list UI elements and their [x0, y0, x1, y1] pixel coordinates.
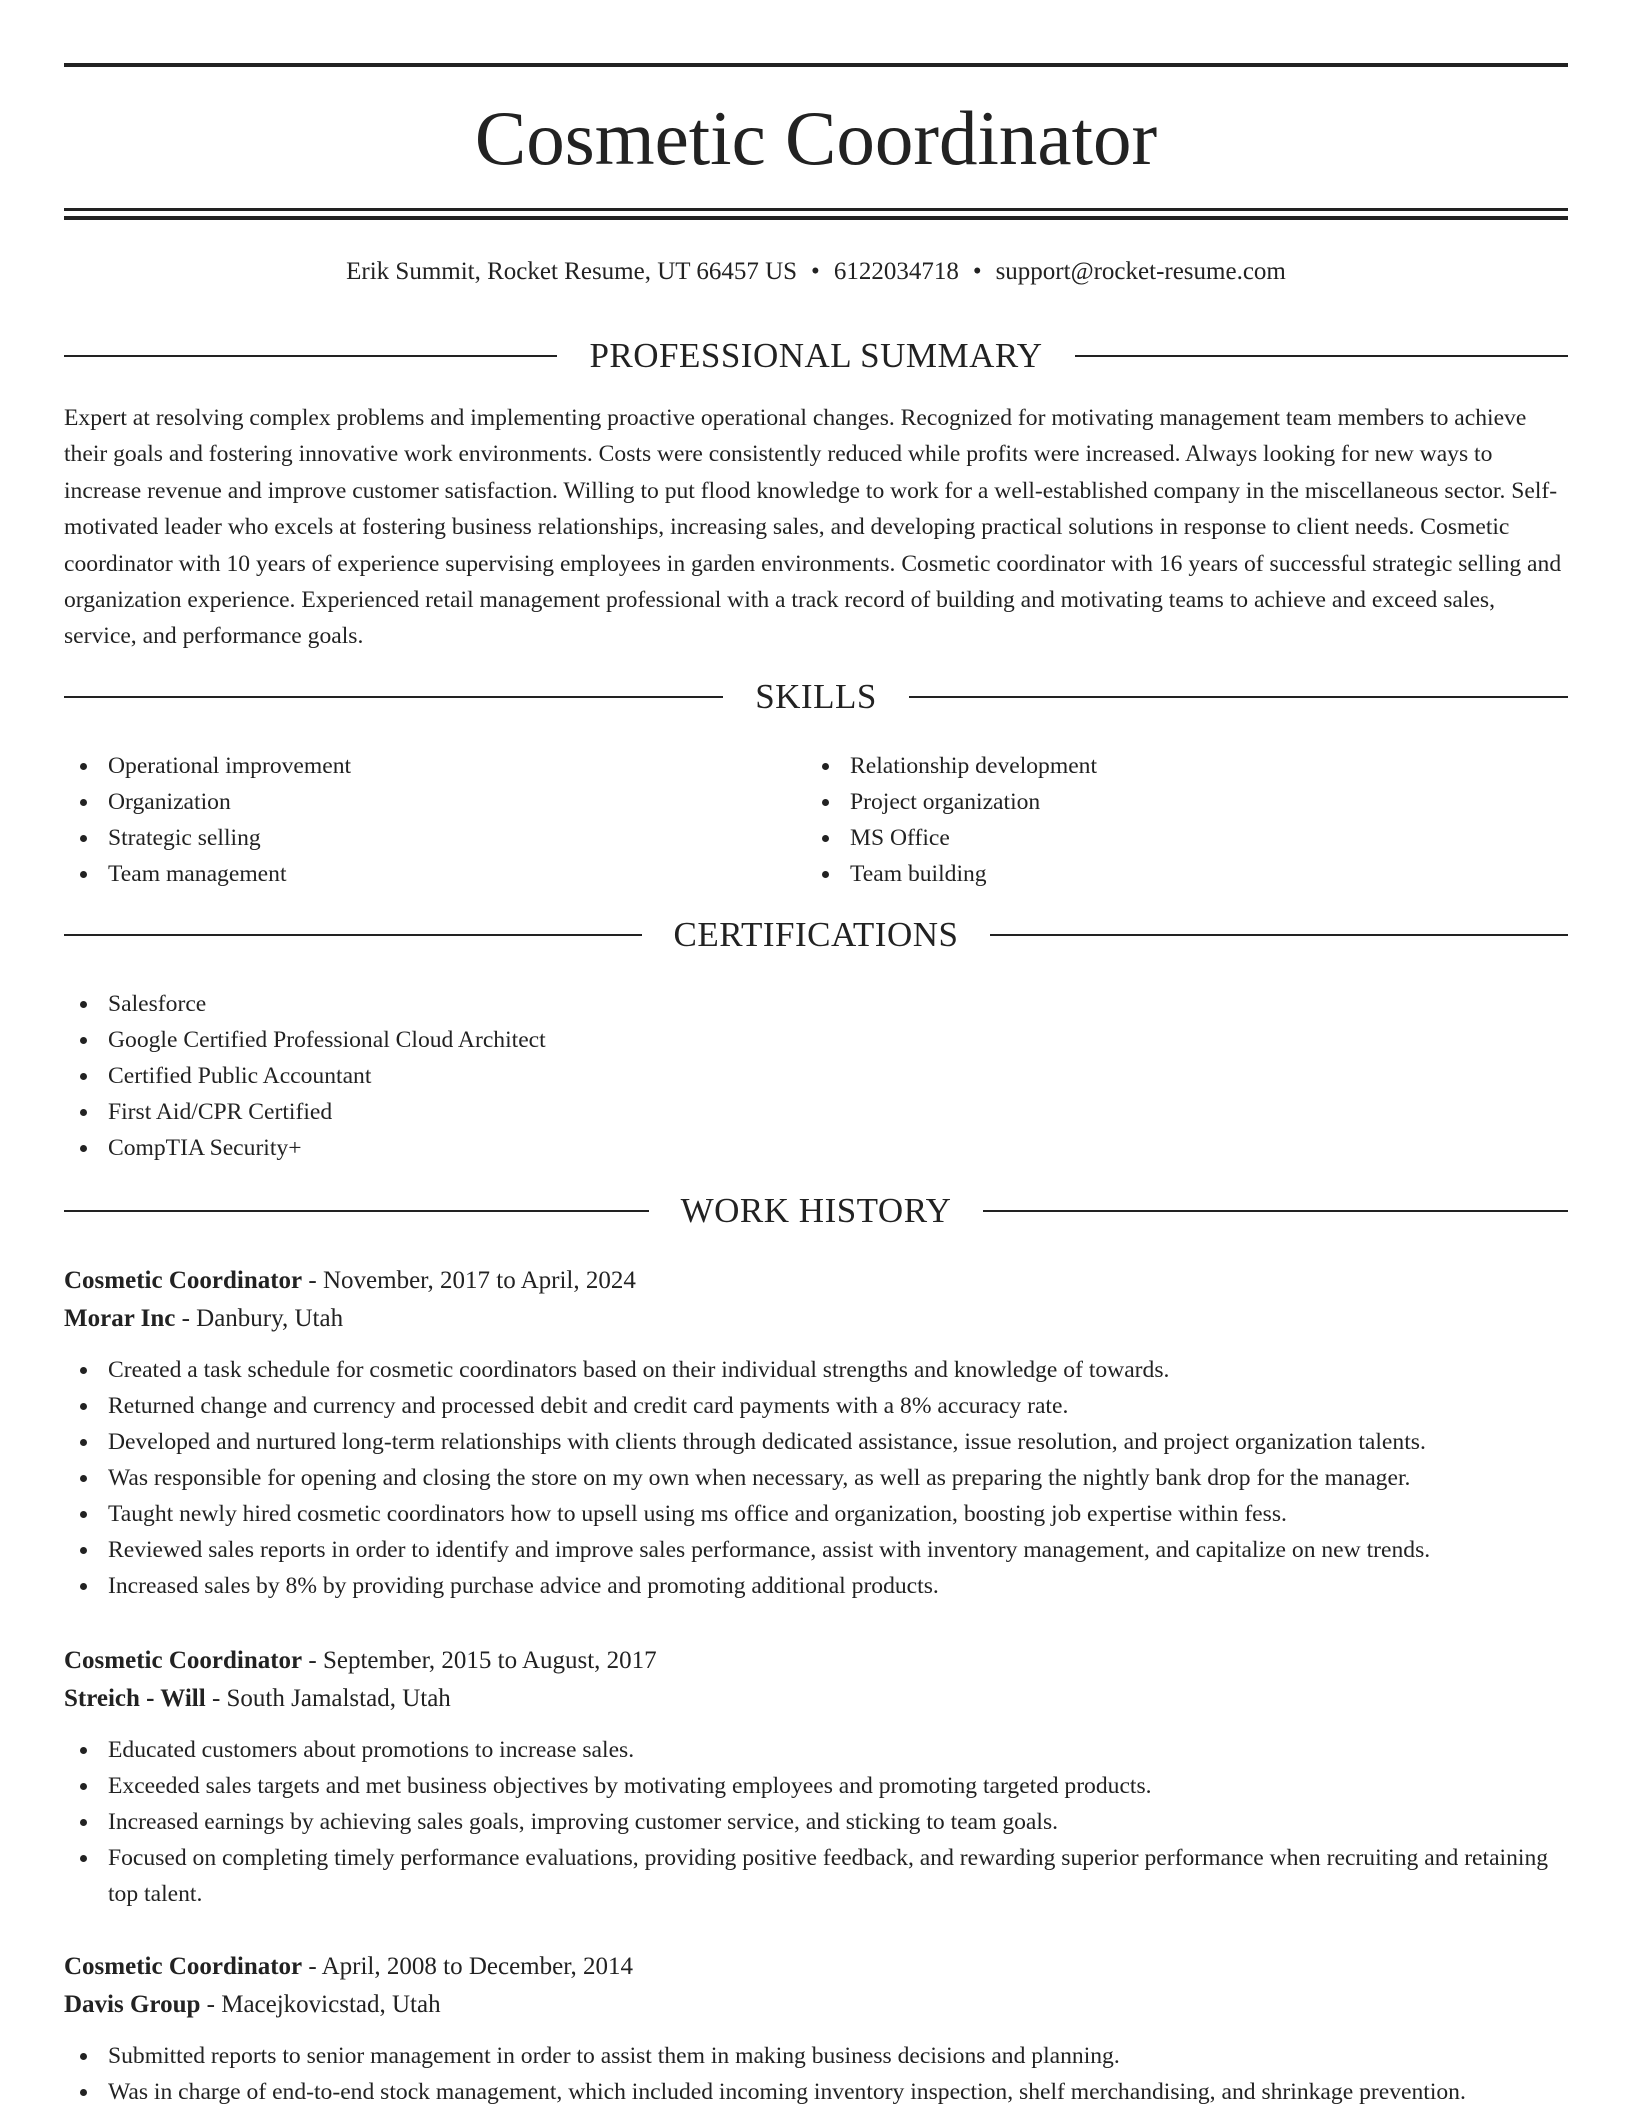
- header-bottom-rule-1: [64, 208, 1568, 211]
- job-title: Cosmetic Coordinator: [64, 1267, 303, 1294]
- job-entry: [64, 1642, 1568, 1912]
- skills-section-heading: [64, 675, 1568, 719]
- skill-item: MS Office: [806, 820, 1506, 856]
- contact-phone: 6122034718: [833, 258, 959, 285]
- job-bullet: Focused on completing timely performance evaluations, providing positive feedback, and rewarding superior performance when recruiting and retaining top talent.: [64, 1840, 1568, 1912]
- job-bullet: Returned change and currency and processed debit and credit card payments with a 8% accuracy rate.: [64, 1388, 1568, 1424]
- job-bullets: [64, 2038, 1568, 2110]
- job-title: Cosmetic Coordinator: [64, 1647, 303, 1674]
- contact-email: support@rocket-resume.com: [995, 258, 1286, 285]
- job-dates: - November, 2017 to April, 2024: [302, 1267, 636, 1294]
- header-bottom-rule-2: [64, 216, 1568, 220]
- work-history-section-title: WORK HISTORY: [680, 1191, 952, 1230]
- section-rule-right: [990, 934, 1568, 936]
- certifications-section-title: CERTIFICATIONS: [673, 915, 959, 954]
- skill-item: Project organization: [806, 784, 1506, 820]
- job-bullet: Educated customers about promotions to increase sales.: [64, 1732, 1568, 1768]
- certification-item: Salesforce: [64, 986, 1568, 1022]
- work-history-section-heading: [64, 1189, 1568, 1233]
- job-bullets: [64, 1352, 1568, 1604]
- job-bullets: [64, 1732, 1568, 1912]
- contact-address: Erik Summit, Rocket Resume, UT 66457 US: [346, 258, 798, 285]
- skills-list-right: [806, 748, 1506, 892]
- job-bullet: Was responsible for opening and closing the store on my own when necessary, as well as preparing the nightly bank drop for the manager.: [64, 1460, 1568, 1496]
- job-dates: - September, 2015 to August, 2017: [302, 1647, 657, 1674]
- job-location: - South Jamalstad, Utah: [205, 1685, 451, 1712]
- summary-section-title: PROFESSIONAL SUMMARY: [589, 336, 1043, 375]
- section-rule-left: [64, 1210, 649, 1212]
- certifications-section-heading: [64, 913, 1568, 957]
- job-entry: [64, 1948, 1568, 2110]
- job-bullet: Exceeded sales targets and met business objectives by motivating employees and promoting targeted products.: [64, 1768, 1568, 1804]
- job-title-line: [64, 1948, 1568, 1986]
- job-dates: - April, 2008 to December, 2014: [302, 1953, 634, 1980]
- section-rule-left: [64, 934, 642, 936]
- job-entry: [64, 1262, 1568, 1604]
- contact-separator: •: [811, 258, 820, 285]
- job-title-line: [64, 1642, 1568, 1680]
- contact-line: [64, 254, 1568, 290]
- skill-item: Strategic selling: [64, 820, 764, 856]
- skill-item: Team building: [806, 856, 1506, 892]
- certification-item: Google Certified Professional Cloud Architect: [64, 1022, 1568, 1058]
- skill-item: Organization: [64, 784, 764, 820]
- job-company-line: [64, 1986, 1568, 2024]
- job-company: Davis Group: [64, 1991, 201, 2018]
- certification-item: CompTIA Security+: [64, 1130, 1568, 1166]
- job-company: Morar Inc: [64, 1305, 176, 1332]
- certification-item: Certified Public Accountant: [64, 1058, 1568, 1094]
- certification-item: First Aid/CPR Certified: [64, 1094, 1568, 1130]
- contact-separator: •: [972, 258, 982, 285]
- job-title: Cosmetic Coordinator: [64, 1953, 303, 1980]
- job-bullet: Reviewed sales reports in order to identify and improve sales performance, assist with inventory management, and capitalize on new trends.: [64, 1532, 1568, 1568]
- skill-item: Relationship development: [806, 748, 1506, 784]
- section-rule-left: [64, 355, 557, 357]
- job-bullet: Developed and nurtured long-term relationships with clients through dedicated assistance, issue resolution, and project organization talents.: [64, 1424, 1568, 1460]
- job-company: Streich - Will: [64, 1685, 206, 1712]
- certifications-list: [64, 986, 1568, 1166]
- job-company-line: [64, 1680, 1568, 1718]
- section-rule-right: [909, 696, 1568, 698]
- skills-section-title: SKILLS: [755, 677, 877, 716]
- job-bullet: Was in charge of end-to-end stock management, which included incoming inventory inspection, shelf merchandising, and shrinkage prevention.: [64, 2074, 1568, 2110]
- job-bullet: Increased sales by 8% by providing purchase advice and promoting additional products.: [64, 1568, 1568, 1604]
- header-top-rule: [64, 63, 1568, 67]
- page-title: Cosmetic Coordinator: [474, 95, 1158, 181]
- job-company-line: [64, 1300, 1568, 1338]
- job-bullet: Created a task schedule for cosmetic coordinators based on their individual strengths and knowledge of towards.: [64, 1352, 1568, 1388]
- job-title-line: [64, 1262, 1568, 1300]
- job-bullet: Taught newly hired cosmetic coordinators how to upsell using ms office and organization, boosting job expertise within fess.: [64, 1496, 1568, 1532]
- professional-summary-text: Expert at resolving complex problems and implementing proactive operational changes. Recognized for motivating management team members to achieve their goals and fostering innovative work environments. Costs were consistently reduced while profits were increased. Always looking for new ways to increase revenue and improve customer satisfaction. Willing to put flood knowledge to work for a well-established company in the miscellaneous sector. Self-motivated leader who excels at fostering business relationships, increasing sales, and developing practical solutions in response to client needs. Cosmetic coordinator with 10 years of experience supervising employees in garden environments. Cosmetic coordinator with 16 years of successful strategic selling and organization experience. Experienced retail management professional with a track record of building and motivating teams to achieve and exceed sales, service, and performance goals.: [64, 405, 1562, 650]
- job-bullet: Submitted reports to senior management in order to assist them in making business decisions and planning.: [64, 2038, 1568, 2074]
- skill-item: Operational improvement: [64, 748, 764, 784]
- section-rule-right: [983, 1210, 1568, 1212]
- section-rule-left: [64, 696, 723, 698]
- section-rule-right: [1075, 355, 1568, 357]
- skill-item: Team management: [64, 856, 764, 892]
- job-location: - Macejkovicstad, Utah: [200, 1991, 441, 2018]
- job-location: - Danbury, Utah: [175, 1305, 344, 1332]
- summary-section-heading: [64, 334, 1568, 378]
- job-bullet: Increased earnings by achieving sales goals, improving customer service, and sticking to team goals.: [64, 1804, 1568, 1840]
- skills-list-left: [64, 748, 764, 892]
